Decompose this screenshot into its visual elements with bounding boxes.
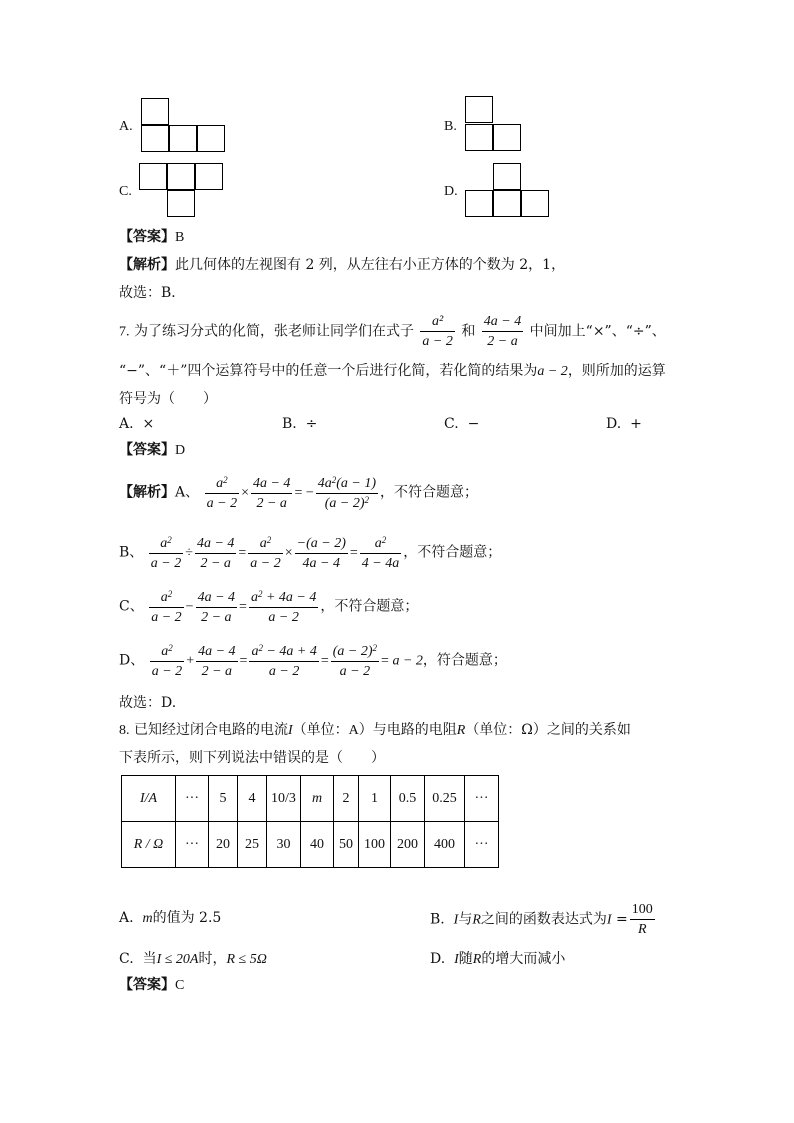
- q8-table: [121, 775, 499, 868]
- q7-stem-line3: 符号为（ ）: [119, 391, 217, 407]
- q7-analysis-a: 【解析】A、 $\frac{a^2}{a - 2}$ × $\frac{4a - 4}{2 - a}$ = − $\frac{4a^2(a - 1)}{(a - 2)^2}$ ，不符合题意；: [119, 475, 479, 511]
- q7-option-a: A. ×: [119, 416, 155, 432]
- q7-analysis-d: D、 $\frac{a^2}{a - 2}$ + $\frac{4a - 4}{2 - a}$ = $\frac{a^2 - 4a + 4}{a - 2}$ = $\frac{(a - 2)^2}{a - 2}$ = a − 2，符合题意；: [119, 643, 507, 679]
- table-cell: 10/3: [267, 776, 301, 822]
- q7-stem-line2: “−”、“＋”四个运算符号中的任意一个后进行化简，若化简的结果为a − 2，则所加的运算: [119, 363, 666, 379]
- table-cell: ···: [465, 776, 499, 822]
- table-cell: 25: [238, 822, 267, 868]
- table-header-i: I/A: [122, 776, 176, 822]
- option-a-figure: [141, 98, 227, 154]
- q6-conclusion: 故选：B．: [119, 285, 186, 301]
- option-d-figure: [465, 163, 549, 217]
- q8-option-d: D. I随R的增大而减小: [430, 951, 566, 967]
- option-b-figure: [465, 96, 527, 156]
- table-header-r: R / Ω: [122, 822, 176, 868]
- q8-stem-line2: 下表所示，则下列说法中错误的是（ ）: [119, 750, 385, 766]
- table-cell: ···: [176, 822, 209, 868]
- option-c-label: C.: [119, 184, 132, 199]
- table-cell: 0.5: [391, 776, 425, 822]
- q6-answer: 【答案】B: [119, 229, 185, 245]
- option-d-label: D.: [444, 184, 458, 199]
- option-b-label: B.: [444, 119, 457, 134]
- table-cell: 0.25: [425, 776, 465, 822]
- q7-answer: 【答案】D: [119, 442, 186, 458]
- q8-option-b: B. I与R之间的函数表达式为I = $\frac{100}{R}$: [430, 902, 653, 937]
- table-cell: 100: [359, 822, 391, 868]
- q8-answer: 【答案】C: [119, 977, 185, 993]
- q7-frac2: $\frac{4a - 4}{2 - a}$: [483, 314, 522, 349]
- table-cell: 200: [391, 822, 425, 868]
- table-cell: 4: [238, 776, 267, 822]
- q6-analysis: 【解析】此几何体的左视图有 2 列，从左往右小正方体的个数为 2，1，: [119, 257, 566, 273]
- table-cell: 5: [209, 776, 238, 822]
- q8-option-c: C. 当I ≤ 20A时，R ≤ 5Ω: [119, 951, 267, 967]
- option-c-figure: [139, 163, 223, 217]
- table-cell: 400: [425, 822, 465, 868]
- q7-analysis-b: B、 $\frac{a^2}{a - 2}$ ÷ $\frac{4a - 4}{2 - a}$ = $\frac{a^2}{a - 2}$ × $\frac{-(a - 2)}{4a - 4}$ = $\frac{a^2}{4 - 4a}$ ，不符合题意；: [119, 535, 502, 571]
- table-cell: 2: [334, 776, 359, 822]
- table-cell: ···: [176, 776, 209, 822]
- q7-option-c: C. −: [444, 416, 480, 432]
- q8-stem-line1: 8. 已知经过闭合电路的电流I（单位：A）与电路的电阻R（单位：Ω）之间的关系如: [119, 722, 631, 738]
- q8-option-a: A. m的值为 2.5: [119, 910, 222, 926]
- table-cell: 30: [267, 822, 301, 868]
- q7-frac1: $\frac{\text{a²}}{a - 2}$: [422, 314, 453, 349]
- table-cell: 20: [209, 822, 238, 868]
- table-cell: ···: [465, 822, 499, 868]
- table-cell: 50: [334, 822, 359, 868]
- table-cell: 1: [359, 776, 391, 822]
- table-row-resistance: [122, 822, 499, 868]
- table-row-current: [122, 776, 499, 822]
- option-a-label: A.: [119, 119, 133, 134]
- q7-option-d: D. +: [606, 416, 642, 432]
- q7-analysis-c: C、 $\frac{a^2}{a - 2}$ − $\frac{4a - 4}{2 - a}$ = $\frac{a^2 + 4a - 4}{a - 2}$ ，不符合题意；: [119, 589, 419, 625]
- table-cell: m: [301, 776, 334, 822]
- q7-stem-line1: 7. 为了练习分式的化简，张老师让同学们在式子 $\frac{\text{a²}}{a - 2}$ 和 $\frac{4a - 4}{2 - a}$ 中间加上“×”、“÷”、: [119, 314, 666, 349]
- q7-option-b: B. ÷: [282, 416, 318, 432]
- table-cell: 40: [301, 822, 334, 868]
- q7-conclusion: 故选：D.: [119, 695, 177, 711]
